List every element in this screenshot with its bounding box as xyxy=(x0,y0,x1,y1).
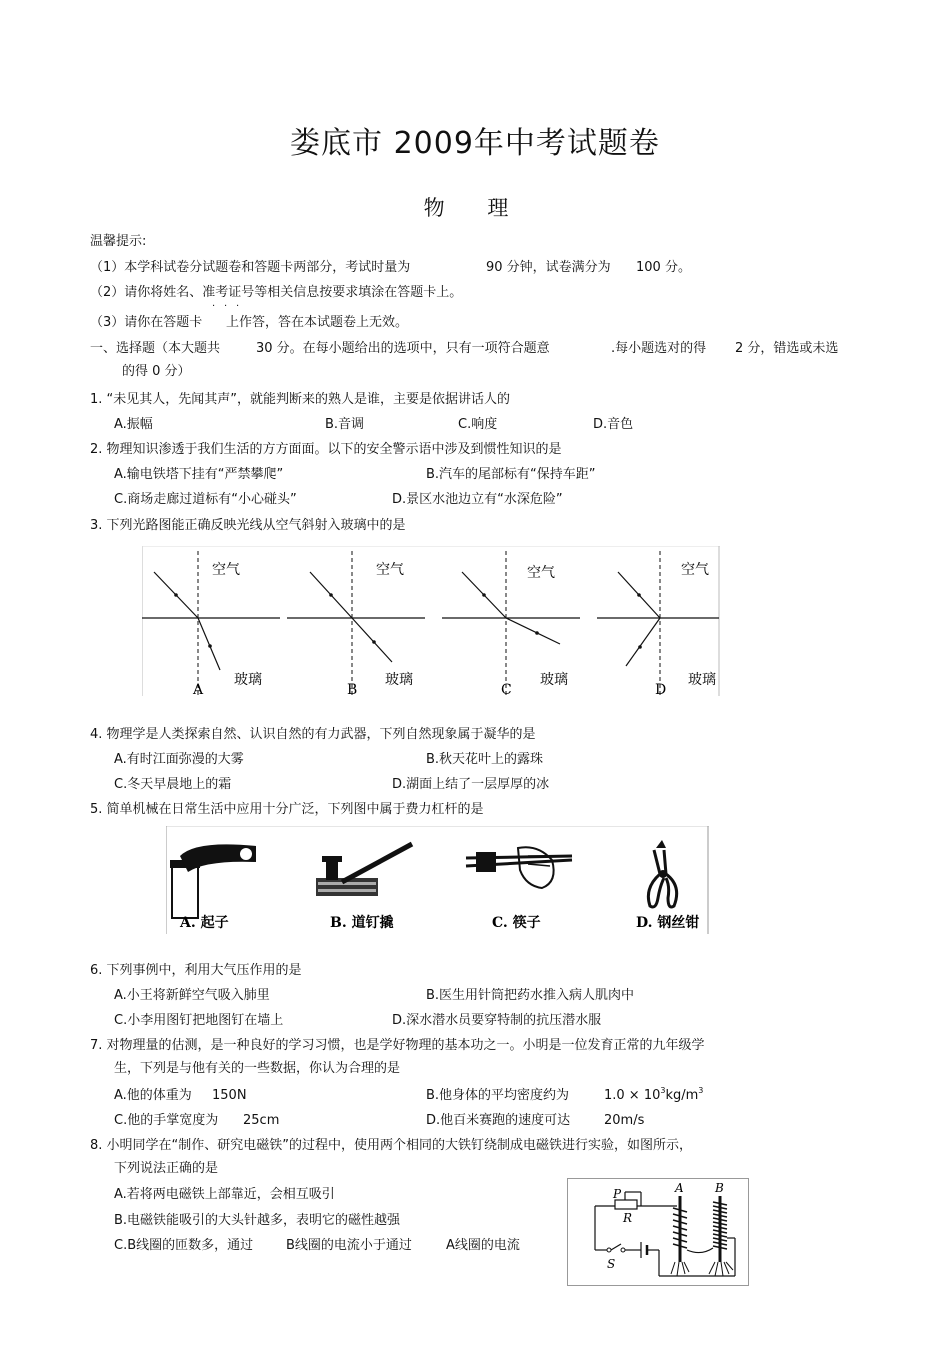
q7-option-b-label: B.他身体的平均密度约为 xyxy=(426,1088,570,1103)
tip-3b: 上作答，答在本试题卷上无效。 xyxy=(226,315,409,330)
panel-b-letter: B xyxy=(347,682,358,698)
q7-option-d-label: D.他百米赛跑的速度可达 xyxy=(426,1113,571,1128)
tip-1a: （1）本学科试卷分试题卷和答题卡两部分，考试时量为 xyxy=(90,260,411,275)
panel-c-letter: C xyxy=(501,682,512,698)
q3-light-path-figure xyxy=(142,546,720,698)
emphasis-dot: · xyxy=(224,301,228,312)
subject-title: 物 理 xyxy=(423,196,527,220)
q5-label-c: C. 筷子 xyxy=(492,915,541,931)
q4-option-d: D.湖面上结了一层厚厚的冰 xyxy=(392,777,550,792)
label-s: S xyxy=(607,1257,616,1271)
q8-stem-line1: 8. 小明同学在“制作、研究电磁铁”的过程中，使用两个相同的大铁钉绕制成电磁铁进行实验，如图所示， xyxy=(90,1138,693,1153)
electromagnet-b xyxy=(709,1181,733,1276)
panel-d xyxy=(597,551,719,698)
section-heading-line2: 的得 0 分） xyxy=(122,364,191,379)
q8-electromagnet-circuit-figure xyxy=(567,1178,749,1286)
q8-option-c-part1: C.B线圈的匝数多，通过 xyxy=(114,1238,254,1253)
section-heading-d: 2 分，错选或未选 xyxy=(735,341,839,356)
section-heading-b: 30 分。在每小题给出的选项中，只有一项符合题意 xyxy=(256,341,550,356)
q2-option-c: C.商场走廊过道标有“小心碰头” xyxy=(114,492,297,507)
q1-option-a: A.振幅 xyxy=(114,417,153,432)
panel-b-air-label: 空气 xyxy=(376,562,404,578)
q7-option-a-label: A.他的体重为 xyxy=(114,1088,192,1103)
q7-option-d-value: 20m/s xyxy=(604,1113,645,1128)
q4-stem: 4. 物理学是人类探索自然、认识自然的有力武器，下列自然现象属于凝华的是 xyxy=(90,727,536,742)
tip-3a: （3）请你在答题卡 xyxy=(90,315,203,330)
label-b: B xyxy=(715,1181,724,1195)
label-a: A xyxy=(675,1181,684,1195)
q7-option-b-value: $1.0 \times 10^3kg/m^3$ xyxy=(604,1086,704,1103)
q7-stem-line1: 7. 对物理量的估测，是一种良好的学习习惯，也是学好物理的基本功之一。小明是一位发育正常的九年级学 xyxy=(90,1038,705,1053)
q7-option-c-value: 25cm xyxy=(243,1113,280,1128)
q6-option-c: C.小李用图钉把地图钉在墙上 xyxy=(114,1013,284,1028)
q8-option-b: B.电磁铁能吸引的大头针越多，表明它的磁性越强 xyxy=(114,1213,401,1228)
q5-label-a: A. 起子 xyxy=(180,915,229,931)
q5-label-b: B. 道钉撬 xyxy=(330,915,394,931)
tips-heading: 温馨提示: xyxy=(90,234,147,249)
panel-a-glass-label: 玻璃 xyxy=(234,672,262,688)
switch-symbol xyxy=(611,1244,621,1250)
bottle-opener-image xyxy=(170,844,256,931)
panel-a-letter: A xyxy=(193,682,204,698)
section-heading-c: .每小题选对的得 xyxy=(611,341,707,356)
q1-option-d: D.音色 xyxy=(593,417,634,432)
panel-d-air-label: 空气 xyxy=(681,562,709,578)
q2-option-b: B.汽车的尾部标有“保持车距” xyxy=(426,467,596,482)
panel-d-glass-label: 玻璃 xyxy=(688,672,716,688)
pliers-image xyxy=(636,840,699,931)
panel-b-glass-label: 玻璃 xyxy=(385,672,413,688)
tip-1c: 100 分。 xyxy=(636,260,691,275)
section-heading-a: 一、选择题（本大题共 xyxy=(90,341,221,356)
electromagnet-a xyxy=(671,1181,689,1276)
q3-stem: 3. 下列光路图能正确反映光线从空气斜射入玻璃中的是 xyxy=(90,518,406,533)
q6-option-a: A.小王将新鲜空气吸入肺里 xyxy=(114,988,270,1003)
q5-label-d: D. 钢丝钳 xyxy=(636,915,700,931)
page-title: 娄底市 2009年中考试题卷 xyxy=(290,126,660,161)
panel-d-letter: D xyxy=(655,682,667,698)
q7-stem-line2: 生，下列是与他有关的一些数据，你认为合理的是 xyxy=(114,1061,401,1076)
q2-stem: 2. 物理知识渗透于我们生活的方方面面。以下的安全警示语中涉及到惯性知识的是 xyxy=(90,442,562,457)
tip-2: （2）请你将姓名、准考证号等相关信息按要求填涂在答题卡上。 xyxy=(90,285,463,300)
q8-option-c-part3: A线圈的电流 xyxy=(446,1238,520,1253)
q1-option-b: B.音调 xyxy=(325,417,365,432)
q8-stem-line2: 下列说法正确的是 xyxy=(114,1161,219,1176)
q6-option-b: B.医生用针筒把药水推入病人肌肉中 xyxy=(426,988,635,1003)
tip-1b: 90 分钟，试卷满分为 xyxy=(486,260,611,275)
q6-stem: 6. 下列事例中，利用大气压作用的是 xyxy=(90,963,302,978)
nail-puller-image xyxy=(316,844,412,931)
chopsticks-image xyxy=(466,847,572,931)
label-r: R xyxy=(623,1211,633,1225)
q8-option-c-part2: B线圈的电流小于通过 xyxy=(286,1238,412,1253)
q5-stem: 5. 简单机械在日常生活中应用十分广泛，下列图中属于费力杠杆的是 xyxy=(90,802,484,817)
rheostat-symbol xyxy=(615,1200,637,1209)
q7-option-a-value: 150N xyxy=(212,1088,247,1103)
q7-option-c-label: C.他的手掌宽度为 xyxy=(114,1113,219,1128)
q2-option-a: A.输电铁塔下挂有“严禁攀爬” xyxy=(114,467,284,482)
q1-option-c: C.响度 xyxy=(458,417,498,432)
panel-a-air-label: 空气 xyxy=(212,562,240,578)
panel-a xyxy=(142,551,280,698)
q6-option-d: D.深水潜水员要穿特制的抗压潜水服 xyxy=(392,1013,602,1028)
label-p: P xyxy=(613,1187,622,1201)
q1-stem: 1. “未见其人，先闻其声”，就能判断来的熟人是谁，主要是依据讲话人的 xyxy=(90,392,511,407)
q8-option-a: A.若将两电磁铁上部靠近，会相互吸引 xyxy=(114,1187,335,1202)
panel-c-glass-label: 玻璃 xyxy=(540,672,568,688)
emphasis-dot: · xyxy=(236,301,240,312)
q4-option-c: C.冬天早晨地上的霜 xyxy=(114,777,232,792)
q4-option-a: A.有时江面弥漫的大雾 xyxy=(114,752,244,767)
q4-option-b: B.秋天花叶上的露珠 xyxy=(426,752,544,767)
panel-c-air-label: 空气 xyxy=(527,565,555,581)
emphasis-dot: · xyxy=(212,301,216,312)
panel-c xyxy=(442,551,580,698)
q2-option-d: D.景区水池边立有“水深危险” xyxy=(392,492,563,507)
panel-b xyxy=(287,551,425,698)
q5-lever-figure xyxy=(166,826,709,934)
